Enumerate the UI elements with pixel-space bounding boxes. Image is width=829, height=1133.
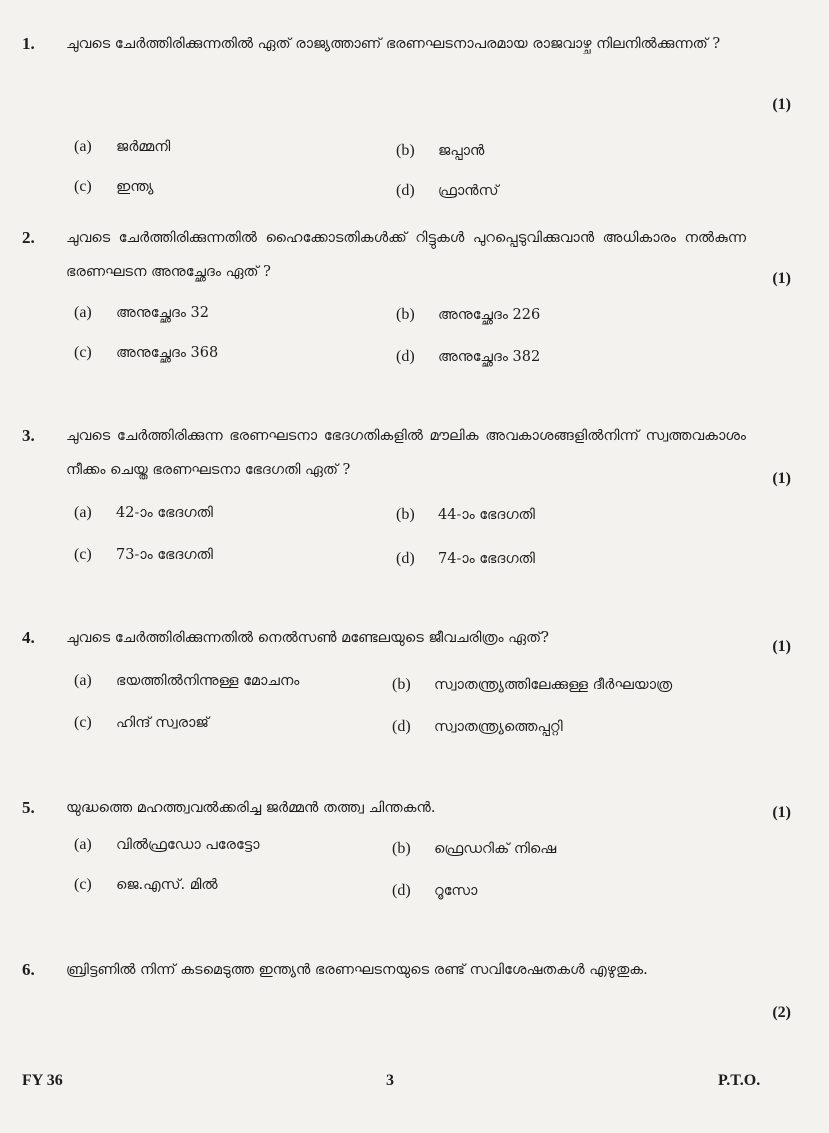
option-label: (b) (392, 676, 411, 693)
question-number: 4. (22, 628, 35, 647)
option-label: (d) (392, 882, 411, 899)
question-marks: (2) (772, 1004, 791, 1021)
option-text: വിൽഫ്രഡോ പരേട്ടോ (116, 837, 260, 853)
question-text: ചുവടെ ചേർത്തിരിക്കുന്നതിൽ ഹൈക്കോടതികൾക്ക് റിട്ടുകൾ പുറപ്പെടുവിക്കുവാൻ അധികാരം നൽകുന്ന ഭരണഘടന അനുച്ഛേദം ഏത് ? (66, 230, 746, 280)
option-label: (c) (74, 876, 92, 893)
option-a (74, 836, 259, 854)
option-c (74, 344, 218, 362)
option-text: അനുച്ഛേദം 382 (438, 349, 541, 365)
option-b (392, 840, 556, 858)
option-text: അനുച്ഛേദം 32 (116, 305, 210, 321)
option-label: (b) (392, 840, 411, 857)
option-text: ജർമ്മനി (116, 139, 171, 155)
option-text: ഫ്രാൻസ് (438, 183, 499, 199)
option-c (74, 546, 213, 564)
question-number: 1. (22, 34, 35, 53)
question-number: 6. (22, 960, 35, 979)
paper-code: FY 36 (22, 1072, 63, 1089)
question-number: 5. (22, 798, 35, 817)
question-number: 3. (22, 426, 35, 445)
option-label: (c) (74, 714, 92, 731)
option-label: (a) (74, 836, 92, 853)
option-d (392, 882, 477, 900)
option-d (396, 182, 498, 200)
option-label: (d) (396, 348, 415, 365)
option-label: (c) (74, 344, 92, 361)
question-marks: (1) (772, 96, 791, 113)
option-label: (b) (396, 142, 415, 159)
option-a (74, 138, 170, 156)
option-c (74, 876, 218, 894)
option-text: ഭയത്തിൽനിന്നുള്ള മോചനം (116, 673, 300, 689)
pto-note: P.T.O. (718, 1072, 761, 1089)
option-label: (a) (74, 138, 92, 155)
option-a (74, 304, 209, 322)
option-label: (a) (74, 304, 92, 321)
question-marks: (1) (772, 470, 791, 487)
question-marks: (1) (772, 270, 791, 287)
option-label: (d) (392, 718, 411, 735)
option-label: (c) (74, 178, 92, 195)
option-text: ഫ്രെഡറിക് നിഷെ (434, 841, 557, 857)
question-number: 2. (22, 228, 35, 247)
option-text: ജപ്പാൻ (438, 143, 485, 159)
option-text: ജെ.എസ്. മിൽ (116, 877, 218, 893)
option-text: ഇന്ത്യ (116, 179, 154, 195)
option-text: റൂസോ (434, 883, 478, 899)
option-text: അനുച്ഛേദം 226 (438, 307, 541, 323)
question-text: യുദ്ധത്തെ മഹത്ത്വവൽക്കരിച്ച ജർമ്മൻ തത്ത്വ ചിന്തകൻ. (66, 800, 436, 816)
option-c (74, 714, 209, 732)
option-text: ഹിന്ദ് സ്വരാജ് (116, 715, 209, 731)
option-label: (d) (396, 182, 415, 199)
option-text: 74-ാം ഭേദഗതി (438, 551, 535, 567)
option-a (74, 504, 213, 522)
option-b (396, 142, 484, 160)
option-label: (d) (396, 550, 415, 567)
option-label: (a) (74, 672, 92, 689)
option-b (396, 306, 540, 324)
option-text: അനുച്ഛേദം 368 (116, 345, 219, 361)
option-c (74, 178, 153, 196)
option-text: സ്വാതന്ത്ര്യത്തിലേക്കുള്ള ദീർഘയാത്ര (434, 677, 673, 693)
option-label: (a) (74, 504, 92, 521)
question-text: ചുവടെ ചേർത്തിരിക്കുന്ന ഭരണഘടനാ ഭേദഗതികളിൽ മൗലിക അവകാശങ്ങളിൽനിന്ന് സ്വത്തവകാശം നീക്കം ചെയ്ത ഭരണഘടനാ ഭേദഗതി ഏത് ? (66, 428, 746, 478)
question-marks: (1) (772, 804, 791, 821)
option-label: (b) (396, 506, 415, 523)
question-text: ചുവടെ ചേർത്തിരിക്കുന്നതിൽ ഏത് രാജ്യത്താണ് ഭരണഘടനാപരമായ രാജവാഴ്ച നിലനിൽക്കുന്നത് ? (66, 36, 721, 52)
option-text: 42-ാം ഭേദഗതി (116, 505, 213, 521)
page-number: 3 (386, 1072, 394, 1089)
option-text: 44-ാം ഭേദഗതി (438, 507, 535, 523)
option-d (392, 718, 563, 736)
option-label: (c) (74, 546, 92, 563)
option-d (396, 348, 540, 366)
option-d (396, 550, 535, 568)
option-b (396, 506, 535, 524)
option-text: 73-ാം ഭേദഗതി (116, 547, 213, 563)
option-label: (b) (396, 306, 415, 323)
question-marks: (1) (772, 638, 791, 655)
option-a (74, 672, 299, 690)
option-text: സ്വാതന്ത്ര്യത്തെപ്പറ്റി (434, 719, 563, 735)
question-text: ചുവടെ ചേർത്തിരിക്കുന്നതിൽ നെൽസൺ മണ്ടേലയുടെ ജീവചരിത്രം ഏത്? (66, 630, 549, 646)
question-text: ബ്രിട്ടണിൽ നിന്ന് കടമെടുത്ത ഇന്ത്യൻ ഭരണഘടനയുടെ രണ്ട് സവിശേഷതകൾ എഴുതുക. (66, 962, 648, 978)
option-b (392, 676, 672, 694)
